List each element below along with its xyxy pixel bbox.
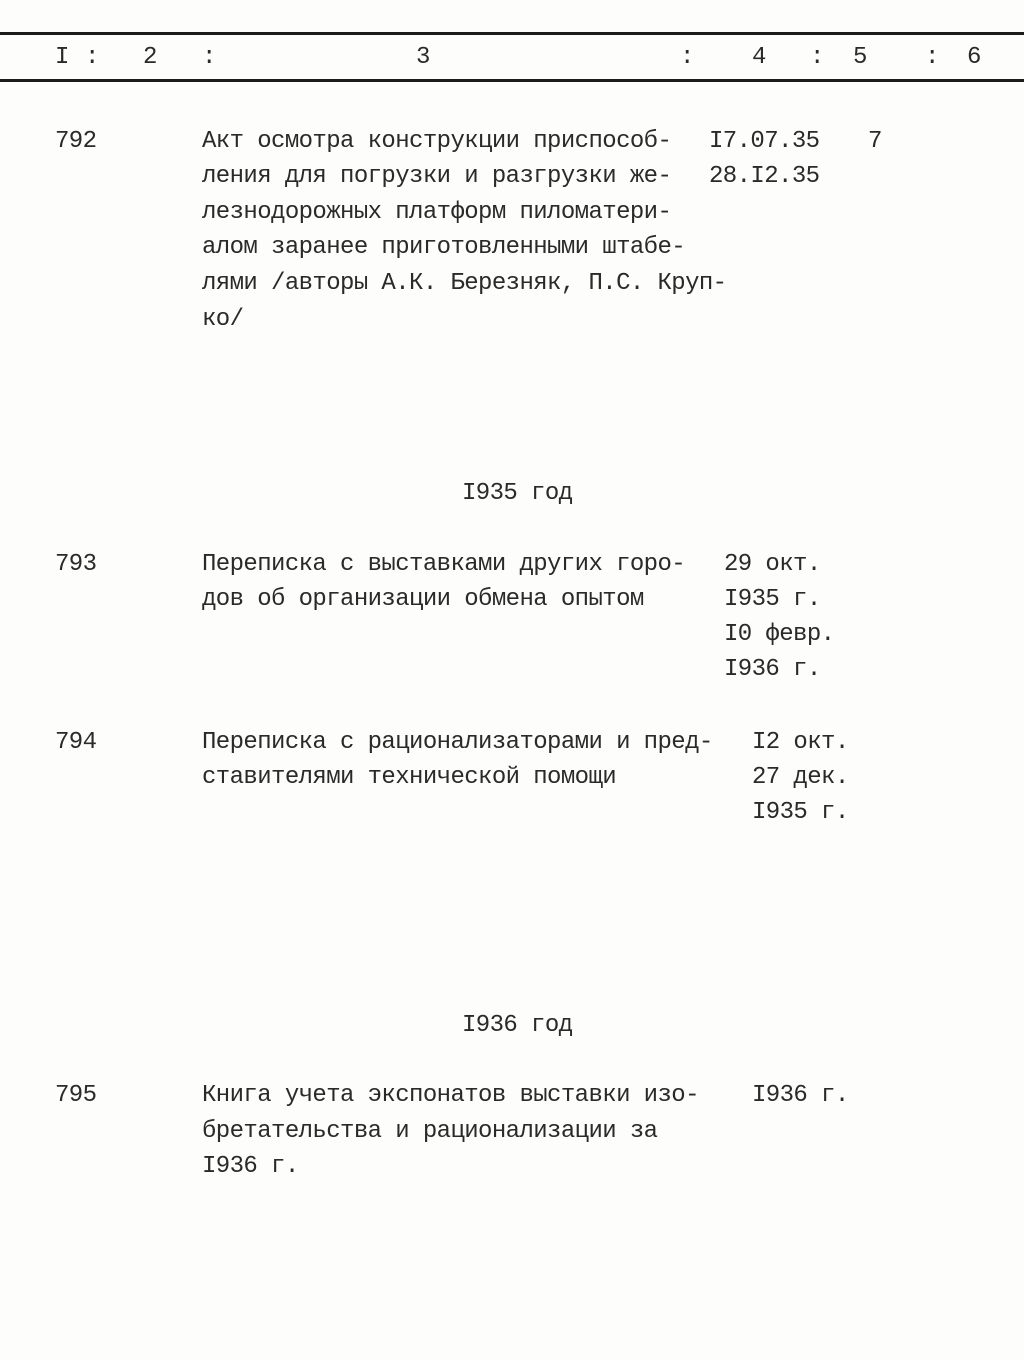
entry-number: 793 <box>55 551 97 578</box>
title-line: Переписка с выставками других горо- <box>202 551 686 578</box>
title-line: ко/ <box>202 306 244 333</box>
col-1: I <box>55 44 69 71</box>
col-3: 3 <box>416 44 430 71</box>
date-line: I936 г. <box>752 1082 849 1109</box>
title-line: дов об организации обмена опытом <box>202 586 644 613</box>
date-line: I2 окт. <box>752 729 849 756</box>
title-line: бретательства и рационализации за <box>202 1118 658 1145</box>
entry-number: 795 <box>55 1082 97 1109</box>
col-6: 6 <box>967 44 981 71</box>
section-heading: I936 год <box>462 1012 573 1039</box>
date-line: I7.07.35 <box>709 128 820 155</box>
title-line: I936 г. <box>202 1153 299 1180</box>
header-top-rule <box>0 32 1024 35</box>
col-sep: : <box>680 44 694 71</box>
date-line: I935 г. <box>724 586 821 613</box>
entry-number: 794 <box>55 729 97 756</box>
entry-number: 792 <box>55 128 97 155</box>
title-line: ставителями технической помощи <box>202 764 617 791</box>
section-heading: I935 год <box>462 480 573 507</box>
title-line: ления для погрузки и разгрузки же- <box>202 163 672 190</box>
title-line: Переписка с рационализаторами и пред- <box>202 729 713 756</box>
date-line: 28.I2.35 <box>709 163 820 190</box>
title-line: алом заранее приготовленными штабе- <box>202 234 686 261</box>
date-line: 29 окт. <box>724 551 821 578</box>
col-2: 2 <box>143 44 157 71</box>
col-sep: : <box>202 44 216 71</box>
title-line: лями /авторы А.К. Березняк, П.С. Круп- <box>202 270 727 297</box>
col-4: 4 <box>752 44 766 71</box>
col-5: 5 <box>853 44 867 71</box>
title-line: Акт осмотра конструкции приспособ- <box>202 128 672 155</box>
date-line: I936 г. <box>724 656 821 683</box>
header-bottom-rule <box>0 79 1024 82</box>
date-line: I935 г. <box>752 799 849 826</box>
col-sep: : <box>810 44 824 71</box>
col-sep: : <box>85 44 99 71</box>
col-sep: : <box>925 44 939 71</box>
title-line: лезнодорожных платформ пиломатери- <box>202 199 672 226</box>
date-line: 27 дек. <box>752 764 849 791</box>
title-line: Книга учета экспонатов выставки изо- <box>202 1082 699 1109</box>
entry-sheets: 7 <box>868 128 882 155</box>
date-line: I0 февр. <box>724 621 835 648</box>
